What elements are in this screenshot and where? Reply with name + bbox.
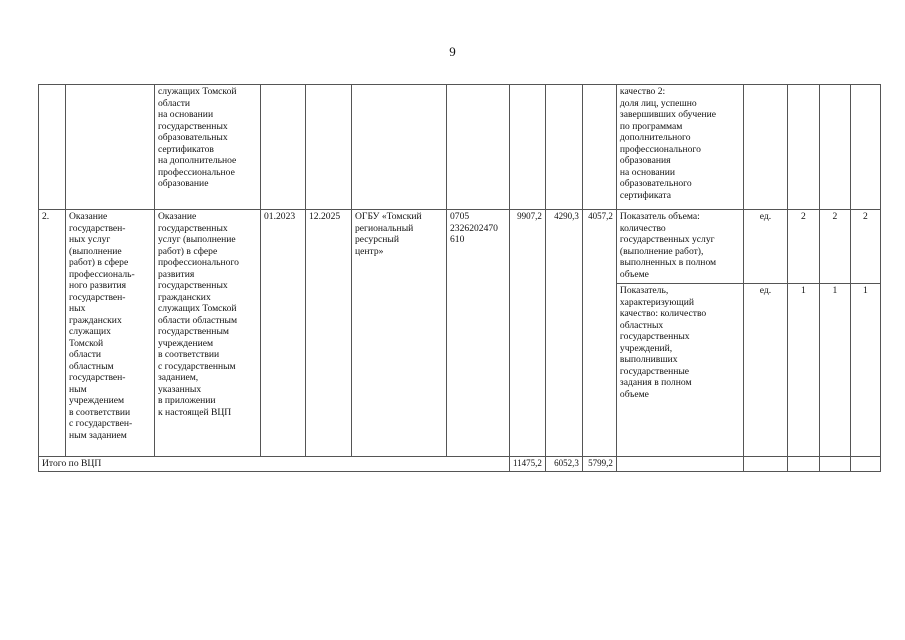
cell-unit: ед.	[743, 284, 787, 457]
cell-unit	[743, 85, 787, 210]
cell-value-3	[850, 457, 880, 472]
cell-start	[261, 85, 306, 210]
cell-unit	[743, 457, 787, 472]
table-row-item-2	[39, 210, 881, 284]
cell-total-label: Итого по ВЦП	[39, 457, 510, 472]
cell-value-3	[850, 85, 880, 210]
cell-executor: ОГБУ «Томский региональный ресурсный центр»	[352, 210, 447, 457]
cell-value-2	[819, 457, 850, 472]
cell-name	[66, 85, 155, 210]
cell-year1: 6052,3	[545, 457, 582, 472]
cell-value-2	[819, 85, 850, 210]
cell-total: 11475,2	[510, 457, 546, 472]
cell-value-3: 1	[850, 284, 880, 457]
cell-value-2: 2	[819, 210, 850, 284]
cell-year1: 4290,3	[545, 210, 582, 457]
cell-value-1: 1	[787, 284, 819, 457]
cell-name: Оказание государствен- ных услуг (выполнение работ) в сфере профессиональ- ного развития государствен- ных гражданских служащих Томской области областным государствен- ным учреждением в соответствии с государствен- ным заданием	[66, 210, 155, 457]
cell-value-1	[787, 85, 819, 210]
cell-description: служащих Томской области на основании государственных образовательных сертификатов на дополнительное профессиональное образование	[155, 85, 261, 210]
cell-year2: 5799,2	[582, 457, 616, 472]
page-number: 9	[449, 44, 456, 59]
cell-description: Оказание государственных услуг (выполнение работ) в сфере профессионального развития государственных гражданских служащих Томской области областным государственным учреждением в соответствии с государственным заданием, указанных в приложении к настоящей ВЦП	[155, 210, 261, 457]
cell-value-1: 2	[787, 210, 819, 284]
cell-year1	[545, 85, 582, 210]
cell-code	[447, 85, 510, 210]
table-row-total	[39, 457, 881, 472]
cell-code: 0705 2326202470 610	[447, 210, 510, 457]
cell-number: 2.	[39, 210, 66, 457]
cell-year2: 4057,2	[582, 210, 616, 457]
cell-value-3: 2	[850, 210, 880, 284]
cell-total	[510, 85, 546, 210]
cell-indicator: Показатель, характеризующий качество: количество областных государственных учреждений, выполнивших государственные задания в полном объеме	[616, 284, 743, 457]
cell-year2	[582, 85, 616, 210]
cell-value-1	[787, 457, 819, 472]
cell-executor	[352, 85, 447, 210]
cell-start: 01.2023	[261, 210, 306, 457]
cell-indicator: качество 2: доля лиц, успешно завершивших обучение по программам дополнительного профессионального образования на основании образовательного сертификата	[616, 85, 743, 210]
cell-value-2: 1	[819, 284, 850, 457]
cell-total: 9907,2	[510, 210, 546, 457]
table-row-continuation	[39, 85, 881, 210]
cell-number	[39, 85, 66, 210]
cell-indicator: Показатель объема: количество государственных услуг (выполнение работ), выполненных в полном объеме	[616, 210, 743, 284]
cell-end	[306, 85, 352, 210]
cell-unit: ед.	[743, 210, 787, 284]
cell-indicator	[616, 457, 743, 472]
program-table	[38, 84, 881, 472]
cell-end: 12.2025	[306, 210, 352, 457]
